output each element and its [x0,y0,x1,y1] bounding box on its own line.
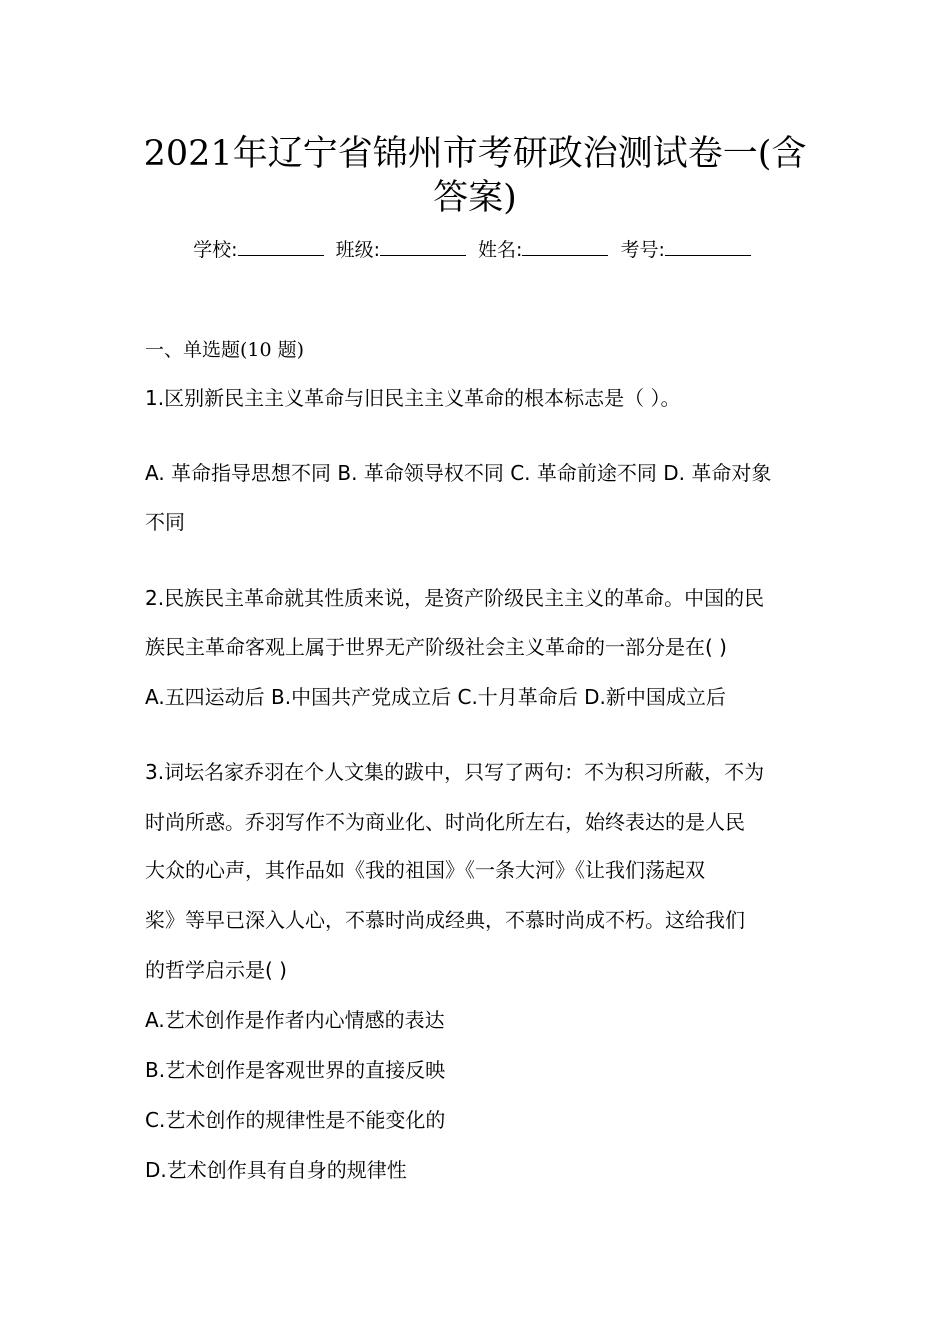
name-field [478,239,608,261]
student-info-line [140,236,810,264]
school-field [193,239,323,261]
question-3-stem-line-4: 桨》等早已深入人心，不慕时尚成经典，不慕时尚成不朽。这给我们 [145,908,745,932]
question-3-stem-line-1: 3.词坛名家乔羽在个人文集的跋中，只写了两句：不为积习所蔽，不为 [145,760,765,784]
class-label: 班级: [335,239,380,261]
class-blank [380,236,466,256]
question-3-option-d: D.艺术创作具有自身的规律性 [145,1158,407,1182]
question-2-options: A.五四运动后 B.中国共产党成立后 C.十月革命后 D.新中国成立后 [145,685,726,709]
section-heading: 一、单选题(10 题) [145,339,305,361]
question-3-stem-line-5: 的哲学启示是( ) [145,958,287,982]
question-1-options-line-2: 不同 [145,510,185,534]
question-1-options-line-1: A. 革命指导思想不同 B. 革命领导权不同 C. 革命前途不同 D. 革命对象 [145,461,772,485]
question-3-option-b: B.艺术创作是客观世界的直接反映 [145,1058,446,1082]
document-title-line-2: 答案) [433,178,517,218]
question-3-option-c: C.艺术创作的规律性是不能变化的 [145,1108,446,1132]
exam-number-field [620,239,750,261]
name-label: 姓名: [478,239,523,261]
school-label: 学校: [193,239,238,261]
question-1-stem: 1.区别新民主主义革命与旧民主主义革命的根本标志是（ ）。 [145,386,681,410]
school-blank [238,236,324,256]
question-2-stem-line-1: 2.民族民主革命就其性质来说，是资产阶级民主主义的革命。中国的民 [145,586,765,610]
exam-number-blank [665,236,751,256]
document-title-line-1: 2021年辽宁省锦州市考研政治测试卷一(含 [143,134,807,174]
question-3-stem-line-2: 时尚所惑。乔羽写作不为商业化、时尚化所左右，始终表达的是人民 [145,810,745,834]
class-field [336,239,466,261]
name-blank [522,236,608,256]
question-2-stem-line-2: 族民主革命客观上属于世界无产阶级社会主义革命的一部分是在( ) [145,635,727,659]
question-3-option-a: A.艺术创作是作者内心情感的表达 [145,1008,445,1032]
exam-number-label: 考号: [620,239,665,261]
question-3-stem-line-3: 大众的心声，其作品如《我的祖国》《一条大河》《让我们荡起双 [145,858,705,882]
